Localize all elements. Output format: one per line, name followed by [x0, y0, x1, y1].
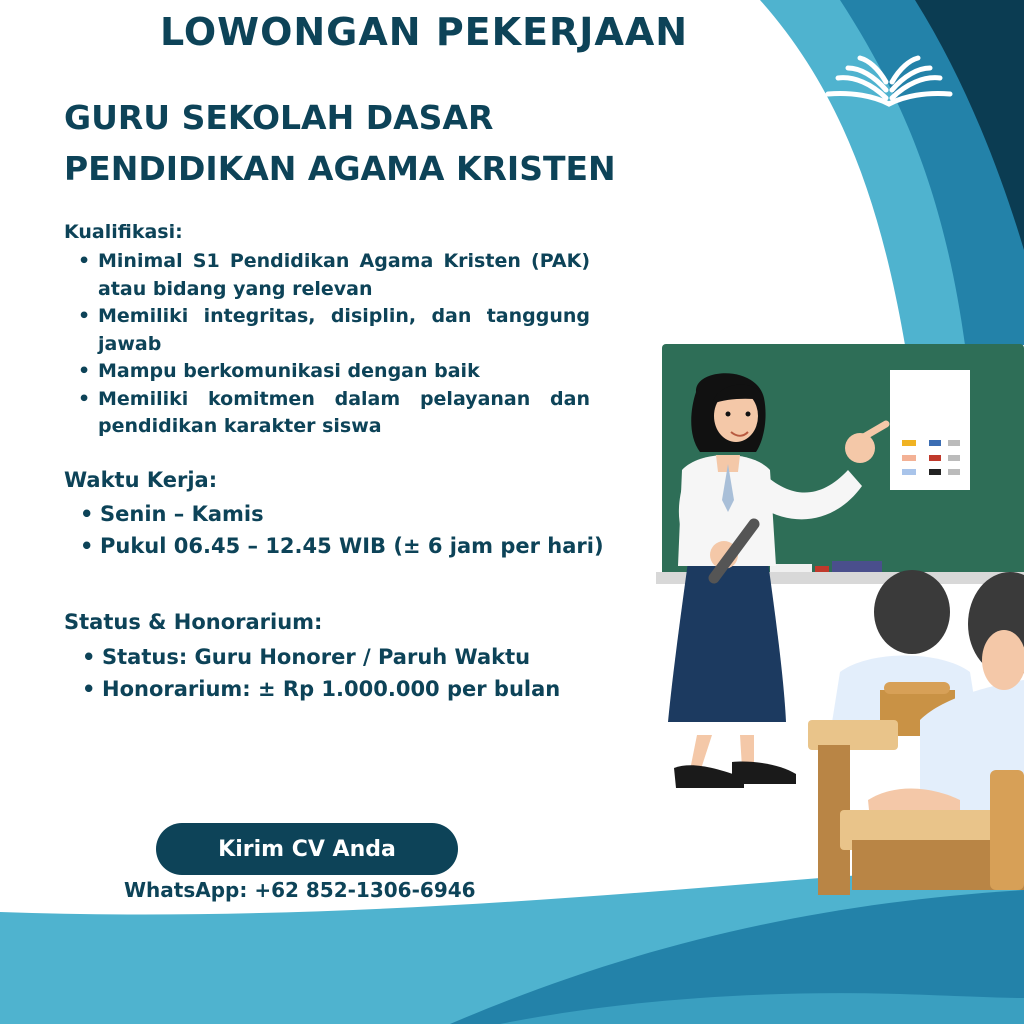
job-title-line-2: PENDIDIKAN AGAMA KRISTEN — [64, 149, 616, 188]
work-time-heading: Waktu Kerja: — [64, 468, 218, 492]
teacher-classroom-illustration — [650, 340, 1024, 900]
work-time-item: • Pukul 06.45 – 12.45 WIB (± 6 jam per hari) — [66, 530, 604, 562]
open-book-icon — [824, 46, 954, 108]
qualification-item: • Mampu berkomunikasi dengan baik — [64, 358, 590, 386]
status-item: • Honorarium: ± Rp 1.000.000 per bulan — [68, 673, 560, 705]
qualification-item: • Minimal S1 Pendidikan Agama Kristen (PAK) atau bidang yang relevan — [64, 248, 590, 303]
work-time-item: • Senin – Kamis — [66, 498, 604, 530]
qualifications-heading: Kualifikasi: — [64, 221, 183, 243]
status-heading: Status & Honorarium: — [64, 610, 323, 634]
qualification-item: • Memiliki integritas, disiplin, dan tanggung jawab — [64, 303, 590, 358]
qualification-item: • Memiliki komitmen dalam pelayanan dan pendidikan karakter siswa — [64, 386, 590, 441]
status-item: • Status: Guru Honorer / Paruh Waktu — [68, 641, 560, 673]
send-cv-button[interactable]: Kirim CV Anda — [156, 823, 458, 875]
page-title: LOWONGAN PEKERJAAN — [160, 10, 689, 54]
qualifications-list — [64, 248, 590, 441]
job-title — [64, 92, 616, 194]
whatsapp-contact[interactable]: WhatsApp: +62 852-1306-6946 — [124, 878, 476, 902]
job-title-line-1: GURU SEKOLAH DASAR — [64, 98, 494, 137]
work-time-list — [66, 498, 604, 562]
status-list — [68, 641, 560, 705]
